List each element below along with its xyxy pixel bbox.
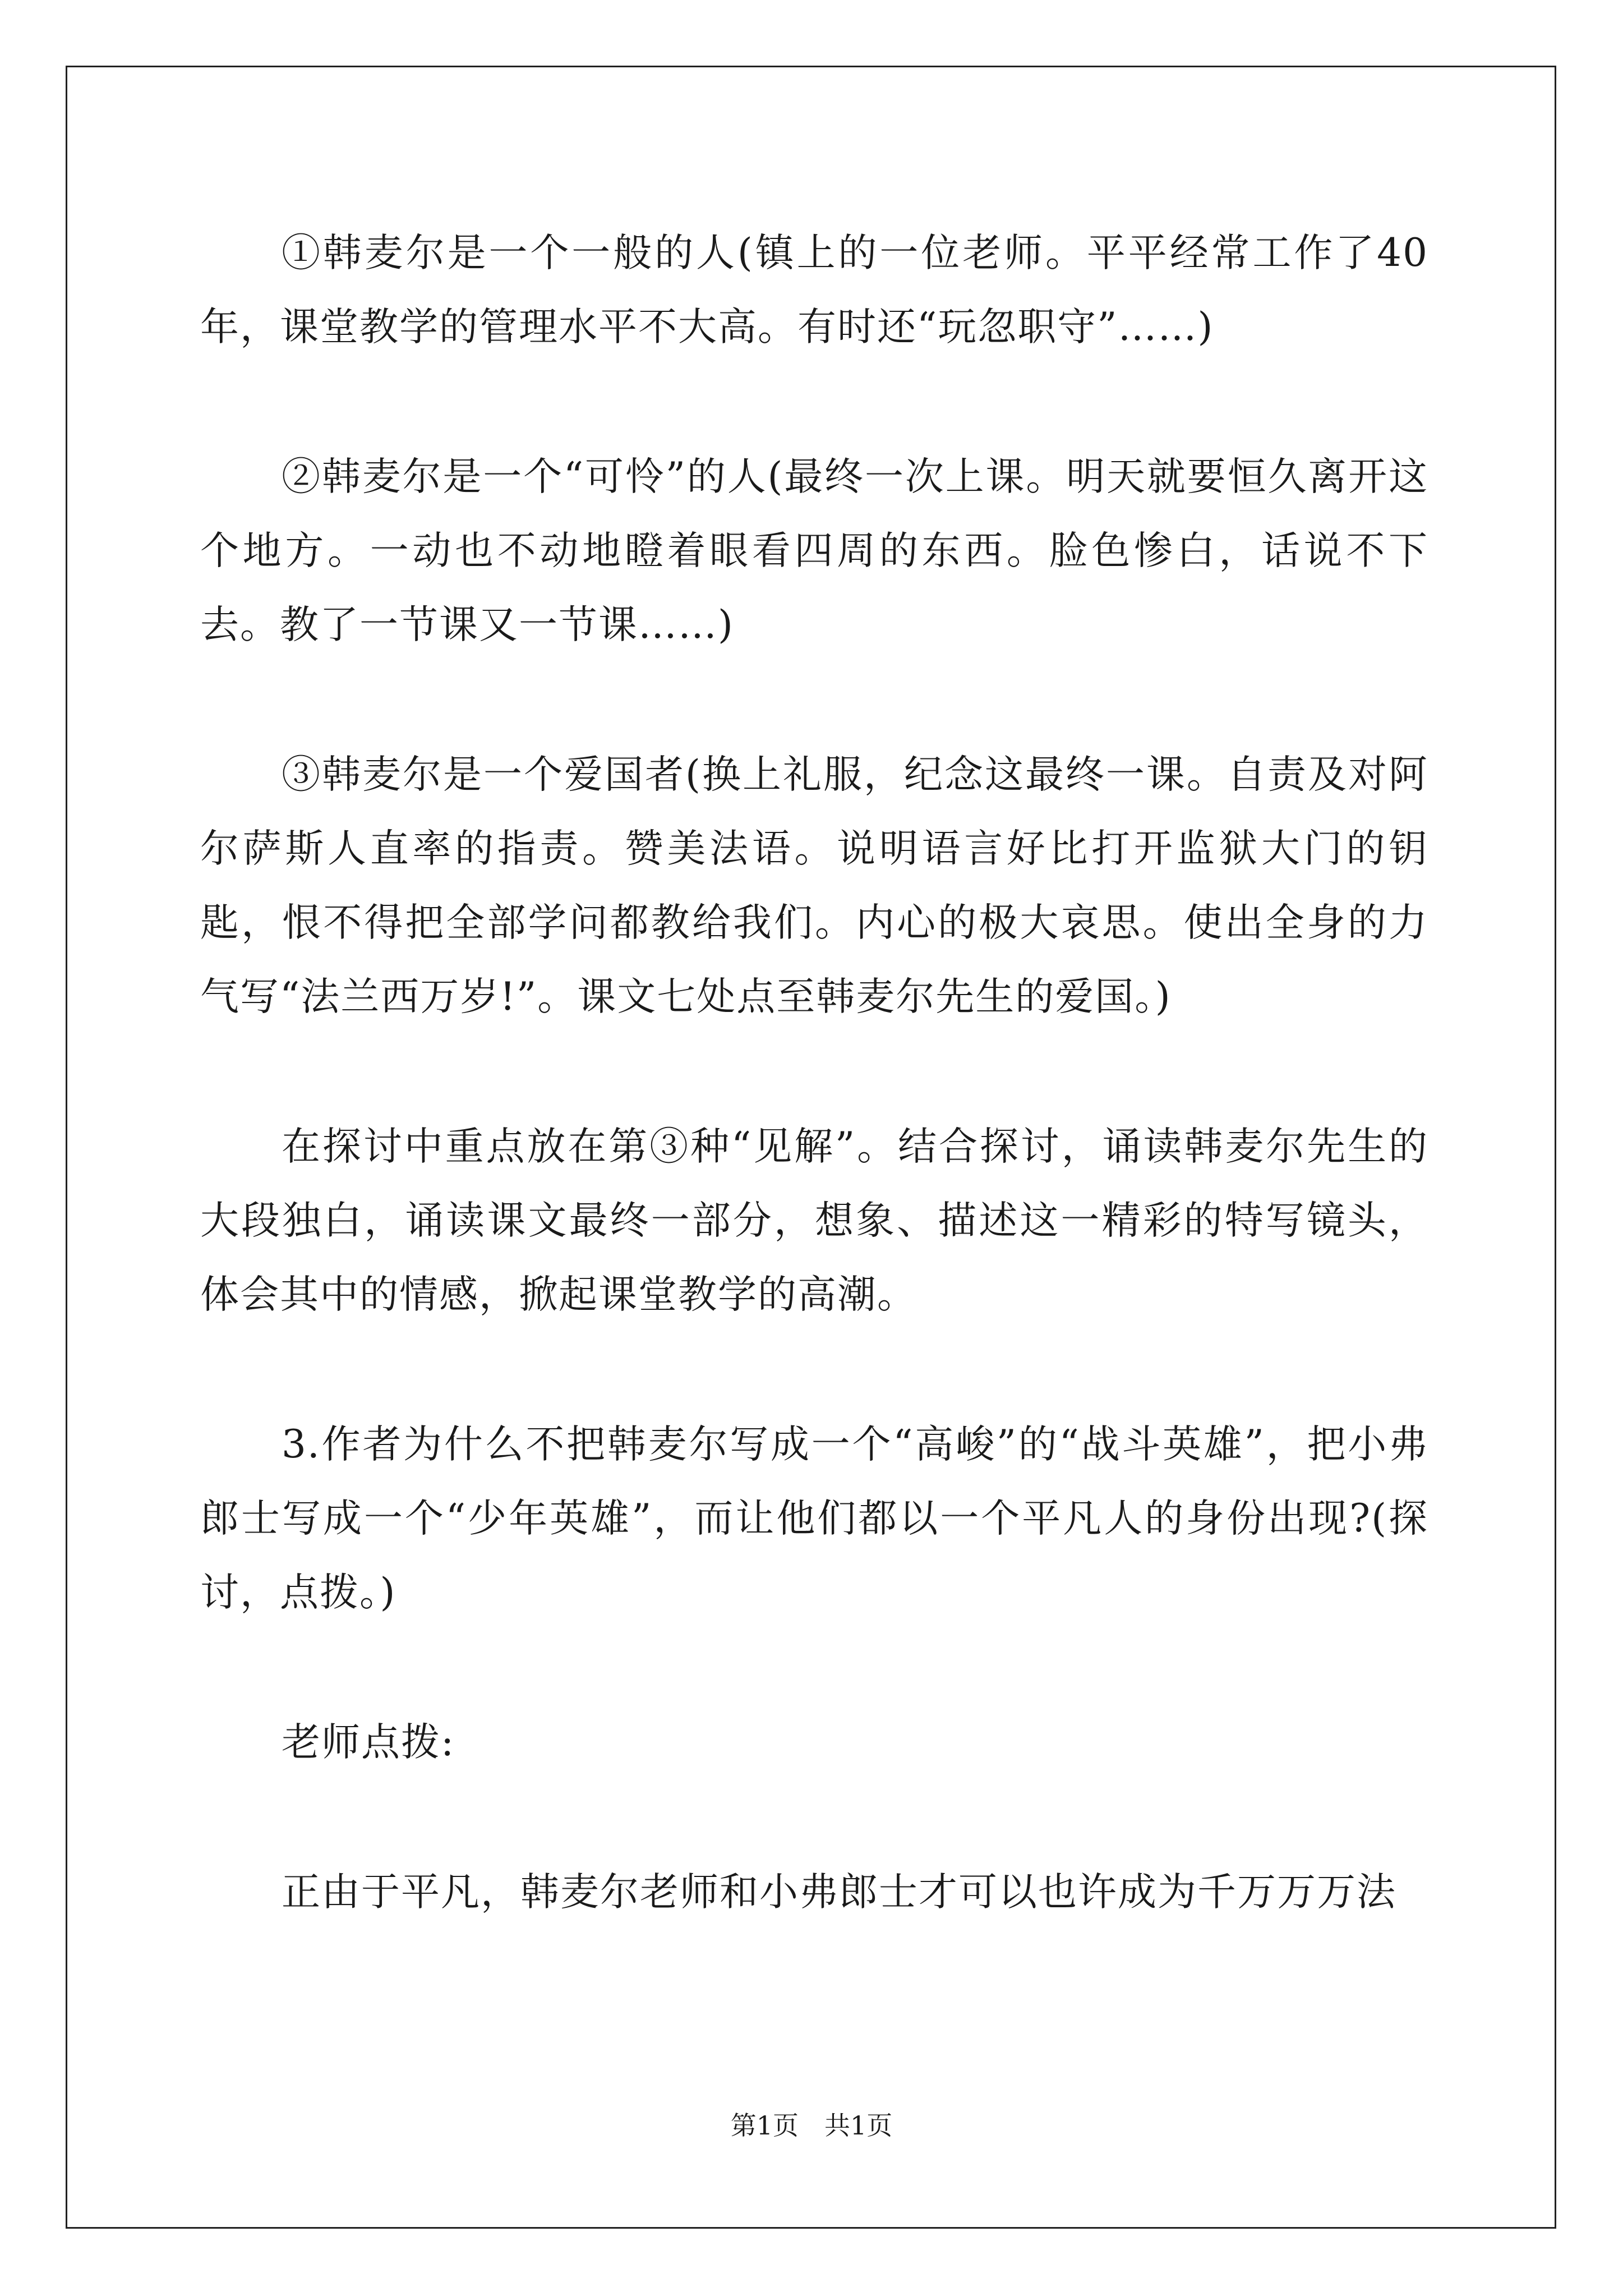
paragraph-6: 老师点拨: [282, 1720, 455, 1765]
paragraph-2: ②韩麦尔是一个“可怜”的人(最终一次上课。明天就要恒久离开这个地方。一动也不动地瞪着眼看四周的东西。脸色惨白，话说不下去。教了一节课又一节课……) [200, 454, 1428, 647]
page-footer: 第1页 共1页 [730, 2110, 893, 2141]
paragraph-3: ③韩麦尔是一个爱国者(换上礼服，纪念这最终一课。自责及对阿尔萨斯人直率的指责。赞美法语。说明语言好比打开监狱大门的钥匙，恨不得把全部学问都教给我们。内心的极大哀思。使出全身的力气写“法兰西万岁!”。课文七处点至韩麦尔先生的爱国。) [200, 752, 1428, 1019]
paragraph-1: ①韩麦尔是一个一般的人(镇上的一位老师。平平经常工作了40年，课堂教学的管理水平不大高。有时还“玩忽职守”……) [200, 231, 1428, 349]
paragraph-7: 正由于平凡，韩麦尔老师和小弗郎士才可以也许成为千万万万法 [282, 1870, 1396, 1915]
paragraph-5: 3.作者为什么不把韩麦尔写成一个“高峻”的“战斗英雄”，把小弗郎士写成一个“少年英雄”，而让他们都以一个平凡人的身份出现?(探讨，点拨。) [200, 1422, 1428, 1615]
document-body [200, 216, 1428, 1929]
paragraph-4: 在探讨中重点放在第③种“见解”。结合探讨，诵读韩麦尔先生的大段独白，诵读课文最终一部分，想象、描述这一精彩的特写镜头，体会其中的情感，掀起课堂教学的高潮。 [200, 1124, 1428, 1317]
